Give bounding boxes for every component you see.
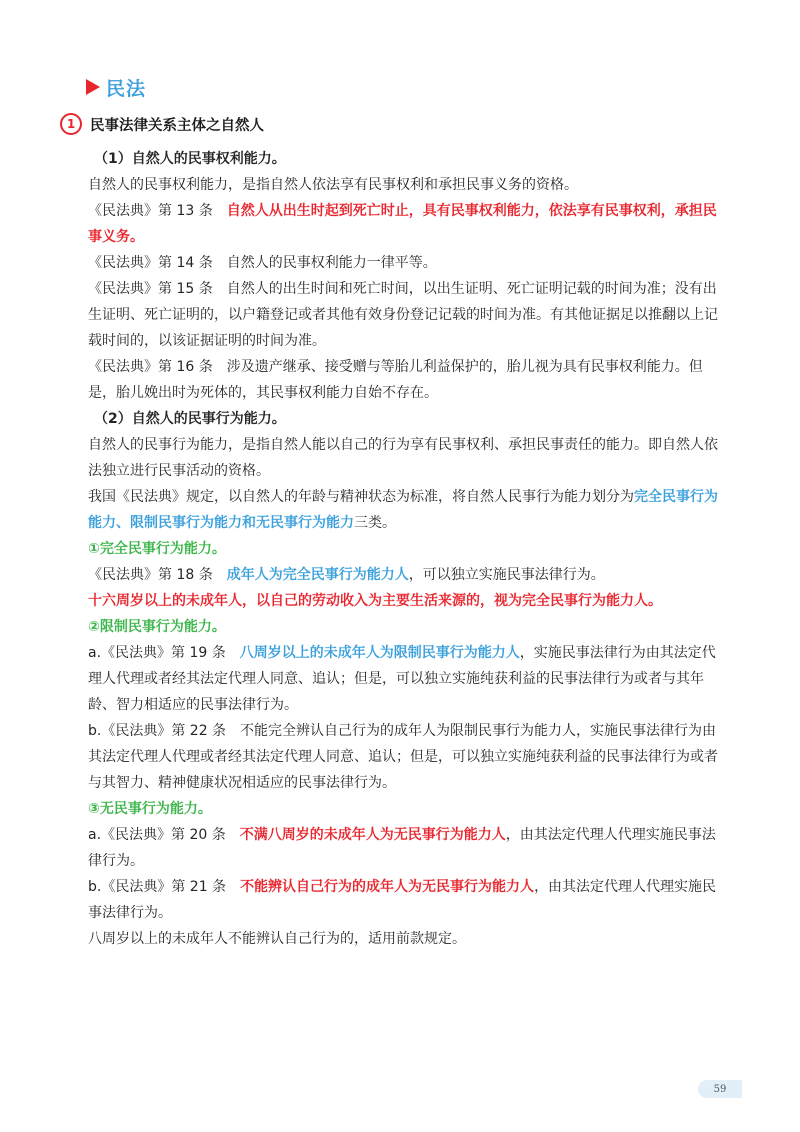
subsection-title-text: 民事法律关系主体之自然人 — [90, 117, 264, 134]
article-19-highlight: 八周岁以上的未成年人为限制民事行为能力人 — [239, 645, 520, 661]
article-20-highlight: 不满八周岁的未成年人为无民事行为能力人 — [239, 827, 506, 843]
section-title — [86, 74, 146, 100]
classification-highlight: 完全民事行为能力、限制民事行为能力和无民事行为能力 — [88, 489, 718, 531]
paragraph-article-14: 《民法典》第 14 条 自然人的民事权利能力一律平等。 — [88, 255, 437, 271]
heading-limited-capacity: ②限制民事行为能力。 — [88, 619, 226, 635]
paragraph-article-13 — [88, 198, 724, 250]
paragraph-article-19 — [88, 640, 724, 718]
subsection-title — [60, 113, 264, 135]
article-18-prefix: 《民法典》第 18 条 — [88, 567, 227, 583]
paragraph-rights-definition: 自然人的民事权利能力，是指自然人依法享有民事权利和承担民事义务的资格。 — [88, 177, 578, 193]
article-21-prefix: b.《民法典》第 21 条 — [88, 879, 241, 895]
article-18-highlight: 成年人为完全民事行为能力人 — [226, 567, 409, 583]
paragraph-article-21 — [88, 874, 724, 926]
paragraph-article-15: 《民法典》第 15 条 自然人的出生时间和死亡时间，以出生证明、死亡证明记载的时间为准；没有出生证明、死亡证明的，以户籍登记或者其他有效身份登记记载的时间为准。有其他证据足以推翻以上记载时间的，以该证据证明的时间为准。 — [88, 281, 718, 349]
section-title-text: 民法 — [106, 77, 147, 100]
heading-conduct-capacity: （2）自然人的民事行为能力。 — [94, 411, 286, 427]
circled-number-icon: 1 — [60, 113, 82, 135]
article-19-suffix: ，实施民事法律行为由其法定代理人代理或者经其法定代理人同意、追认；但是，可以独立实施纯获利益的民事法律行为或者与其年龄、智力相适应的民事法律行为。 — [88, 645, 716, 713]
paragraph-article-20 — [88, 822, 724, 874]
paragraph-article-18 — [88, 562, 724, 588]
classification-prefix: 我国《民法典》规定，以自然人的年龄与精神状态为标准，将自然人民事行为能力划分为 — [88, 489, 634, 505]
article-21-highlight: 不能辨认自己行为的成年人为无民事行为能力人 — [240, 879, 535, 895]
article-19-prefix: a.《民法典》第 19 条 — [88, 645, 240, 661]
heading-rights-capacity: （1）自然人的民事权利能力。 — [94, 151, 286, 167]
paragraph-classification — [88, 484, 724, 536]
article-13-prefix: 《民法典》第 13 条 — [88, 203, 227, 219]
triangle-bullet-icon — [86, 79, 100, 95]
article-13-highlight: 自然人从出生时起到死亡时止，具有民事权利能力，依法享有民事权利，承担民事义务。 — [88, 203, 717, 245]
article-18-suffix: ，可以独立实施民事法律行为。 — [408, 567, 605, 583]
paragraph-article-16: 《民法典》第 16 条 涉及遗产继承、接受赠与等胎儿利益保护的，胎儿视为具有民事权利能力。但是，胎儿娩出时为死体的，其民事权利能力自始不存在。 — [88, 359, 703, 401]
paragraph-eight-rule: 八周岁以上的未成年人不能辨认自己行为的，适用前款规定。 — [88, 931, 466, 947]
heading-no-capacity: ③无民事行为能力。 — [88, 801, 212, 817]
paragraph-conduct-definition: 自然人的民事行为能力，是指自然人能以自己的行为享有民事权利、承担民事责任的能力。即自然人依法独立进行民事活动的资格。 — [88, 437, 718, 479]
paragraph-article-22: b.《民法典》第 22 条 不能完全辨认自己行为的成年人为限制民事行为能力人，实施民事法律行为由其法定代理人代理或者经其法定代理人同意、追认；但是，可以独立实施纯获利益的民事法律行为或者与其智力、精神健康状况相适应的民事法律行为。 — [88, 723, 718, 791]
content-body — [88, 146, 724, 952]
page-number: 59 — [698, 1080, 742, 1098]
article-20-prefix: a.《民法典》第 20 条 — [88, 827, 240, 843]
article-20-suffix: ，由其法定代理人代理实施民事法律行为。 — [88, 827, 716, 869]
paragraph-sixteen-rule: 十六周岁以上的未成年人，以自己的劳动收入为主要生活来源的，视为完全民事行为能力人。 — [88, 593, 662, 609]
article-21-suffix: ，由其法定代理人代理实施民事法律行为。 — [88, 879, 717, 921]
classification-suffix: 三类。 — [354, 515, 396, 531]
heading-full-capacity: ①完全民事行为能力。 — [88, 541, 226, 557]
